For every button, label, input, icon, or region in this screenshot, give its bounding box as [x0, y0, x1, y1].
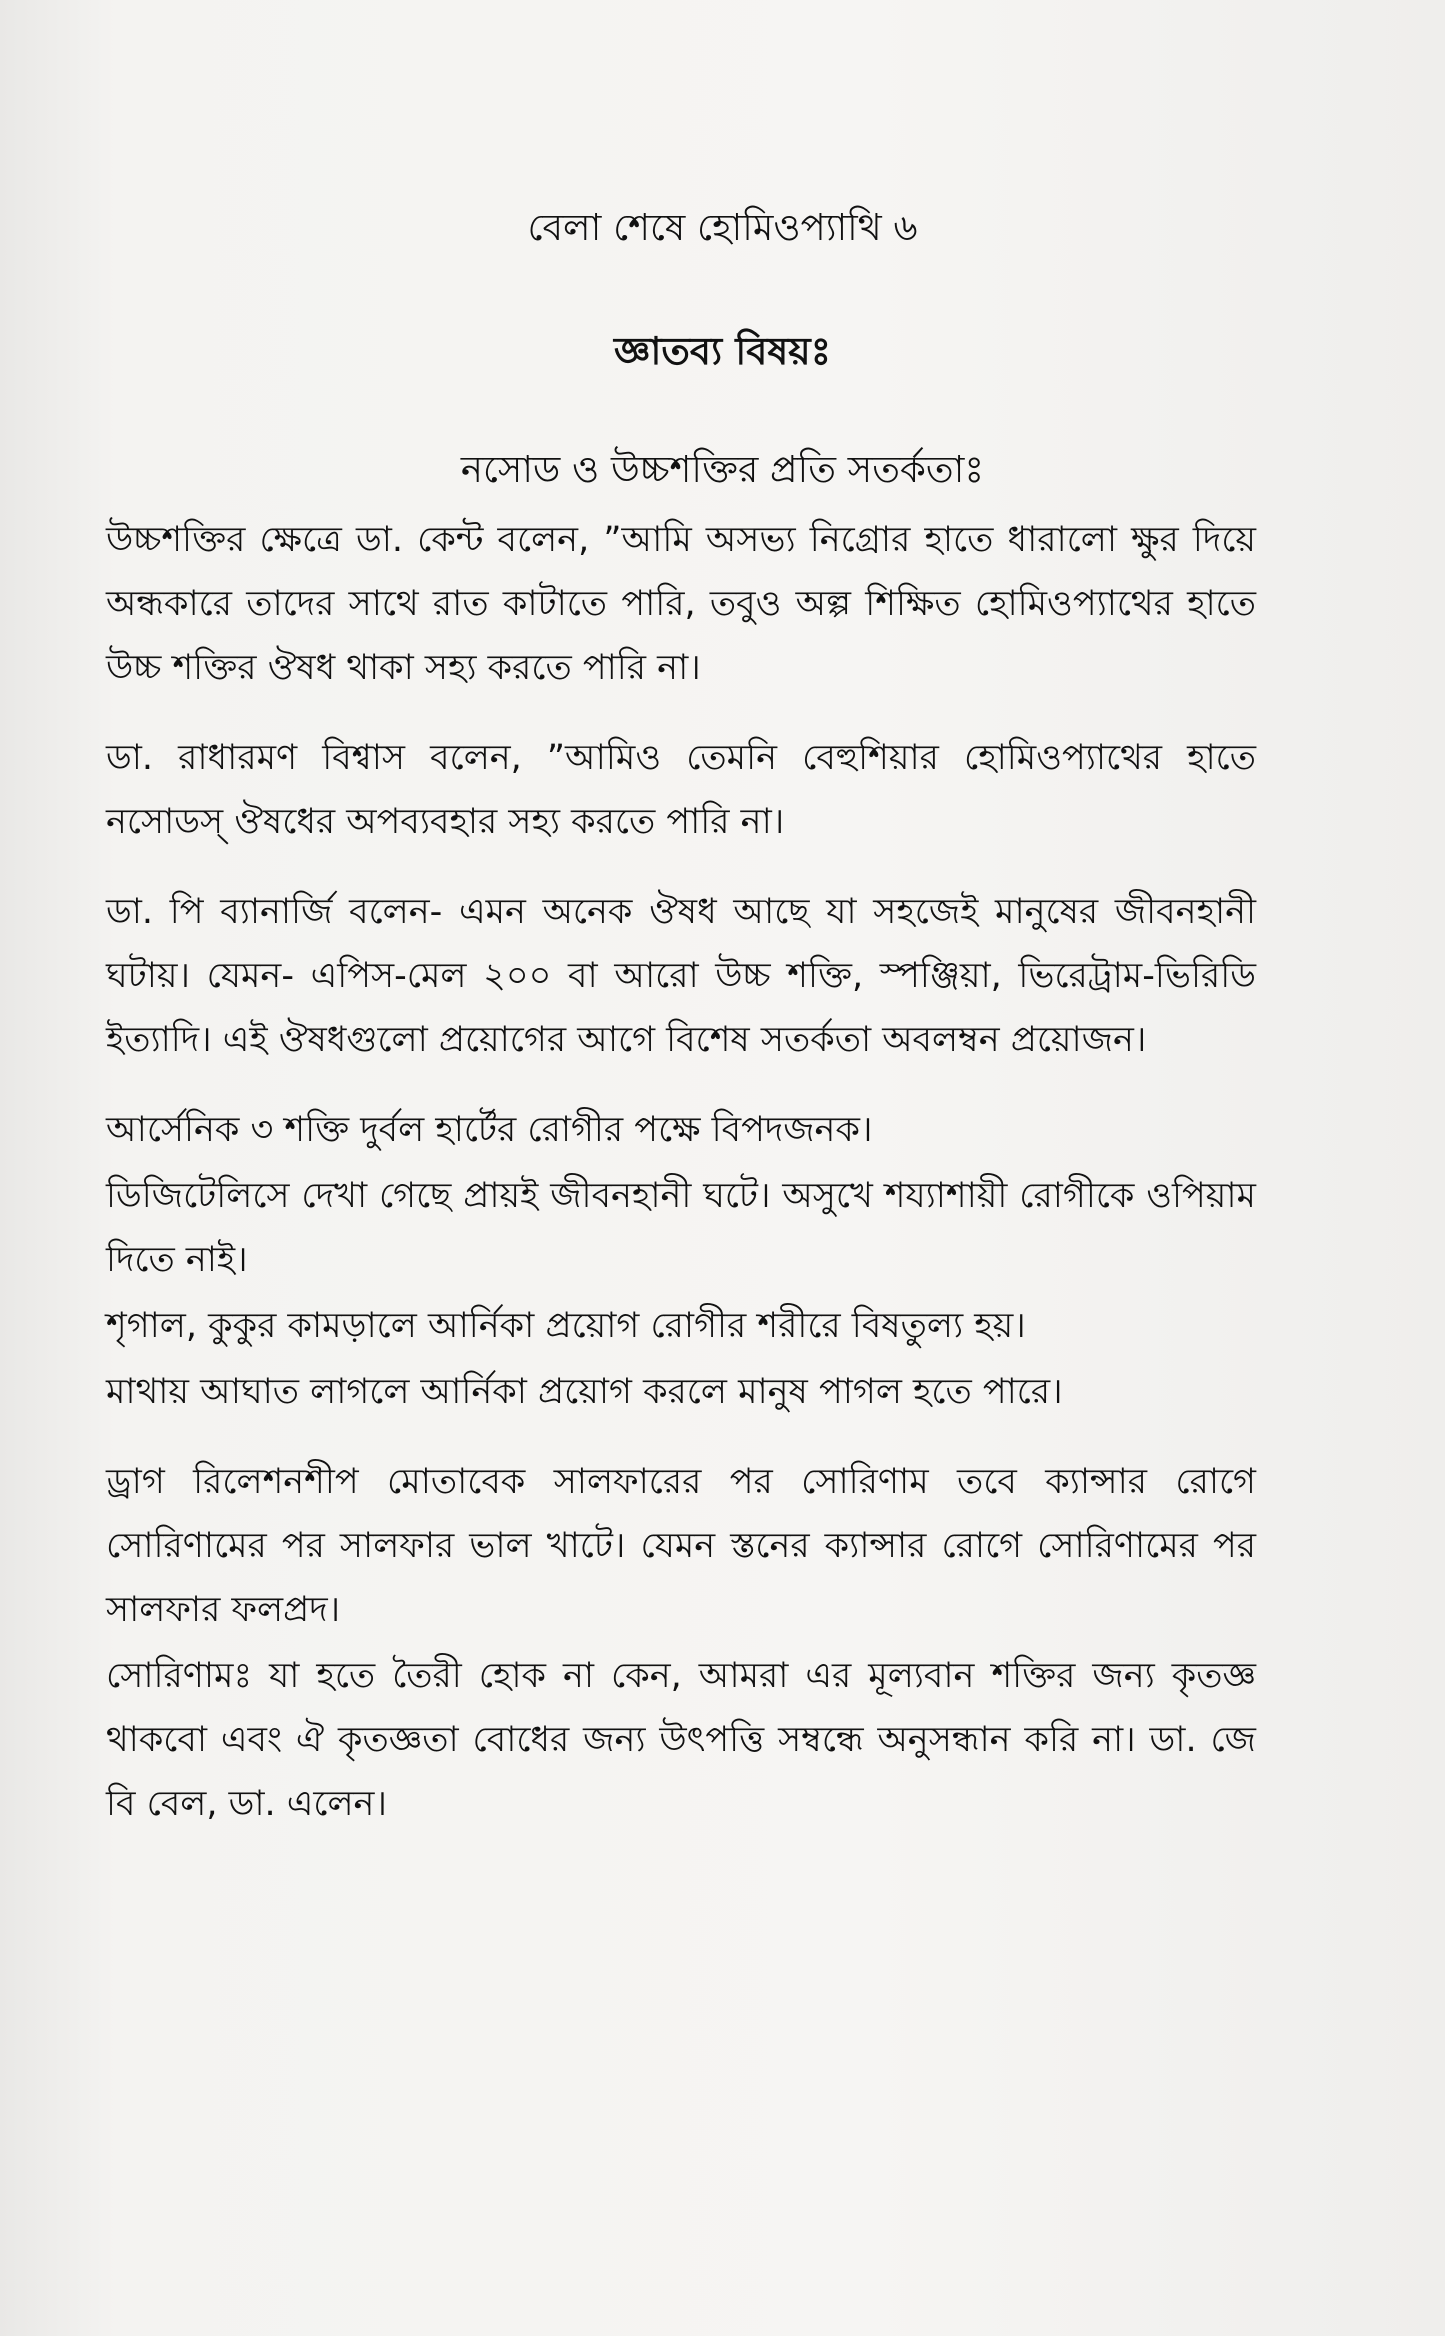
- paragraph-arnica-bite: শৃগাল, কুকুর কামড়ালে আর্নিকা প্রয়োগ রোগীর শরীরে বিষতুল্য হয়।: [106, 1306, 1026, 1346]
- paragraph-biswas-quote: ডা. রাধারমণ বিশ্বাস বলেন, ”আমিও তেমনি বেহুশিয়ার হোমিওপ্যাথের হাতে নসোডস্ ঔষধের অপব্যবহার সহ্য করতে পারি না।: [106, 738, 1256, 842]
- body-text: [106, 508, 1256, 1862]
- paragraph-psorinum: সোরিণামঃ যা হতে তৈরী হোক না কেন, আমরা এর মূল্যবান শক্তির জন্য কৃতজ্ঞ থাকবো এবং ঐ কৃতজ্ঞতা বোধের জন্য উৎপত্তি সম্বন্ধে অনুসন্ধান করি না। ডা. জে বি বেল, ডা. এলেন।: [106, 1656, 1256, 1824]
- paragraph-digitalis: ডিজিটেলিসে দেখা গেছে প্রায়ই জীবনহানী ঘটে। অসুখে শয্যাশায়ী রোগীকে ওপিয়াম দিতে নাই।: [106, 1176, 1256, 1280]
- section-title: জ্ঞাতব্য বিষয়ঃ: [614, 329, 831, 373]
- paragraph-drug-relationship: ড্রাগ রিলেশনশীপ মোতাবেক সালফারের পর সোরিণাম তবে ক্যান্সার রোগে সোরিণামের পর সালফার ভাল খাটে। যেমন স্তনের ক্যান্সার রোগে সোরিণামের পর সালফার ফলপ্রদ।: [106, 1462, 1256, 1630]
- section-subtitle: নসোড ও উচ্চশক্তির প্রতি সতর্কতাঃ: [460, 448, 985, 491]
- running-header: বেলা শেষে হোমিওপ্যাথি ৬: [527, 206, 918, 249]
- paragraph-arnica-head: মাথায় আঘাত লাগলে আর্নিকা প্রয়োগ করলে মানুষ পাগল হতে পারে।: [106, 1372, 1063, 1412]
- paragraph-kent-quote: উচ্চশক্তির ক্ষেত্রে ডা. কেন্ট বলেন, ”আমি অসভ্য নিগ্রোর হাতে ধারালো ক্ষুর দিয়ে অন্ধকারে তাদের সাথে রাত কাটাতে পারি, তবুও অল্প শিক্ষিত হোমিওপ্যাথের হাতে উচ্চ শক্তির ঔষধ থাকা সহ্য করতে পারি না।: [106, 520, 1256, 688]
- paragraph-arsenic: আর্সেনিক ৩ শক্তি দুর্বল হার্টের রোগীর পক্ষে বিপদজনক।: [106, 1110, 873, 1150]
- paragraph-banerjee-quote: ডা. পি ব্যানার্জি বলেন- এমন অনেক ঔষধ আছে যা সহজেই মানুষের জীবনহানী ঘটায়। যেমন- এপিস-মেল ২০০ বা আরো উচ্চ শক্তি, স্পঞ্জিয়া, ভিরেট্রাম-ভিরিডি ইত্যাদি। এই ঔষধগুলো প্রয়োগের আগে বিশেষ সতর্কতা অবলম্বন প্রয়োজন।: [106, 892, 1256, 1060]
